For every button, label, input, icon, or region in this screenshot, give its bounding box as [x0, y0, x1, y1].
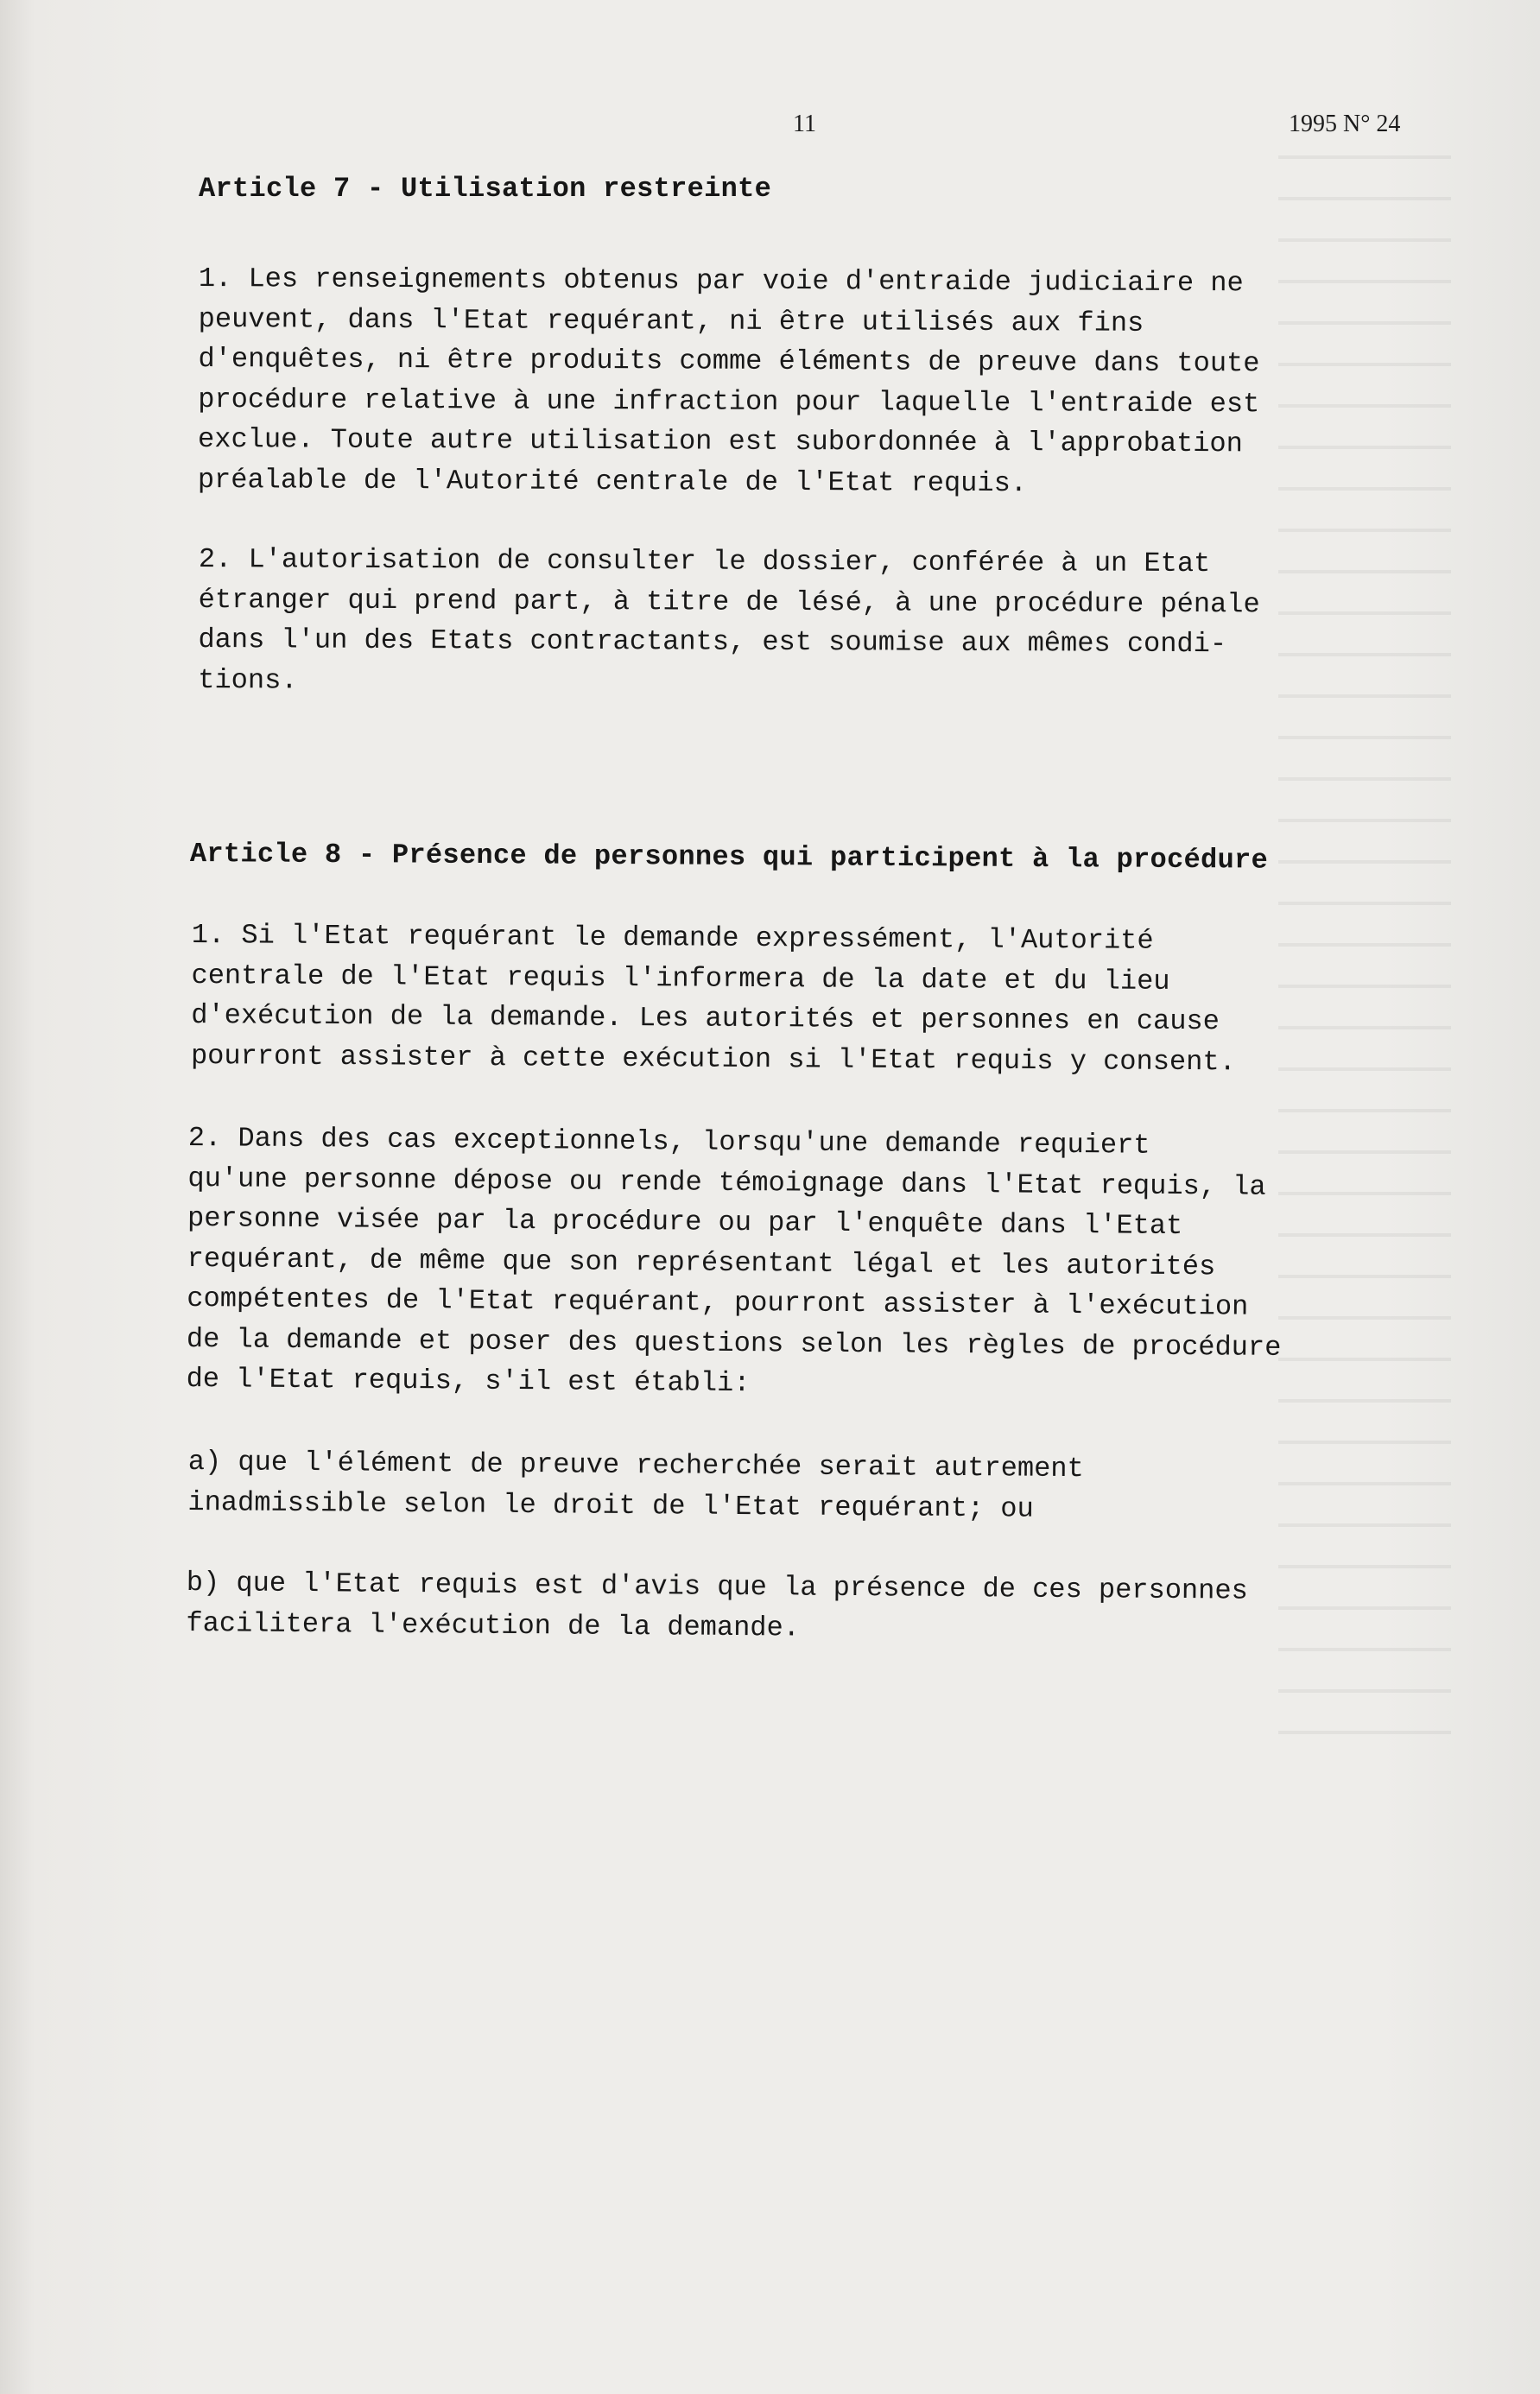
text-line: inadmissible selon le droit de l'Etat requérant; ou — [187, 1485, 1034, 1525]
article-8-paragraph-2 — [186, 1118, 1283, 1408]
text-line: requérant, de même que son représentant légal et les autorités — [187, 1242, 1216, 1282]
text-line: personne visée par la procédure ou par l'enquête dans l'Etat — [187, 1201, 1183, 1243]
text-line: 1. Si l'Etat requérant le demande expressément, l'Autorité — [191, 918, 1154, 957]
text-line: b) que l'Etat requis est d'avis que la présence de ces personnes — [186, 1566, 1248, 1607]
page-number: 11 — [793, 111, 816, 137]
text-line: 2. Dans des cas exceptionnels, lorsqu'une demande requiert — [187, 1121, 1150, 1162]
text-line: peuvent, dans l'Etat requérant, ni être utilisés aux fins — [198, 302, 1144, 339]
text-line: préalable de l'Autorité centrale de l'Etat requis. — [197, 463, 1028, 499]
bleed-through-text — [1278, 130, 1451, 1770]
article-7-paragraph-1 — [198, 259, 1260, 504]
text-line: d'enquêtes, ni être produits comme éléments de preuve dans toute — [198, 342, 1260, 380]
text-line: procédure relative à une infraction pour laquelle l'entraide est — [198, 383, 1260, 420]
issue-number: 1995 N° 24 — [1289, 111, 1401, 137]
text-line: 1. Les renseignements obtenus par voie d'entraide judiciaire ne — [198, 262, 1244, 300]
article-7-paragraph-2 — [198, 540, 1260, 705]
text-line: tions. — [198, 663, 298, 697]
article-8-item-a — [187, 1442, 1084, 1530]
text-line: pourront assister à cette exécution si l'Etat requis y consent. — [190, 1039, 1236, 1078]
text-line: étranger qui prend part, à titre de lésé, à une procédure pénale — [198, 583, 1260, 620]
article-8-heading: Article 8 - Présence de personnes qui participent à la procédure — [189, 838, 1269, 877]
text-line: dans l'un des Etats contractants, est soumise aux mêmes condi- — [198, 623, 1227, 661]
text-line: d'exécution de la demande. Les autorités et personnes en cause — [191, 998, 1220, 1038]
text-line: a) que l'élément de preuve recherchée serait autrement — [187, 1445, 1084, 1485]
text-line: de l'Etat requis, s'il est établi: — [186, 1362, 751, 1400]
article-8-paragraph-1 — [191, 915, 1237, 1082]
article-7-heading: Article 7 - Utilisation restreinte — [199, 173, 772, 205]
text-line: centrale de l'Etat requis l'informera de la date et du lieu — [191, 959, 1170, 998]
text-line: qu'une personne dépose ou rende témoignage dans l'Etat requis, la — [187, 1162, 1266, 1203]
text-line: exclue. Toute autre utilisation est subordonnée à l'approbation — [198, 422, 1243, 460]
article-8-item-b — [186, 1563, 1248, 1652]
text-line: de la demande et poser des questions selon les règles de procédure — [186, 1322, 1282, 1364]
text-line: facilitera l'exécution de la demande. — [186, 1606, 801, 1644]
text-line: 2. L'autorisation de consulter le dossier, conférée à un Etat — [198, 542, 1211, 580]
text-line: compétentes de l'Etat requérant, pourront assister à l'exécution — [187, 1282, 1249, 1323]
